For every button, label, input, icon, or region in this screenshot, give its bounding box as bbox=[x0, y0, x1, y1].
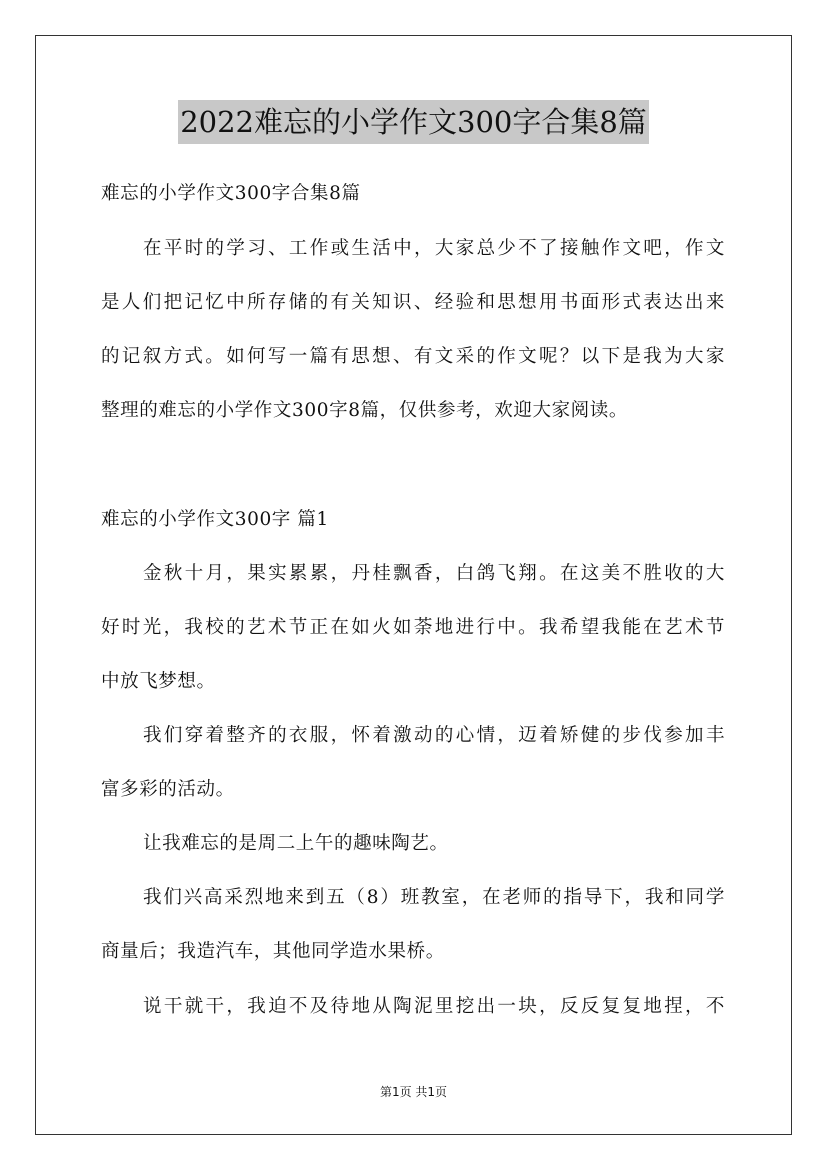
paragraph-line: 是人们把记忆中所存储的有关知识、经验和思想用书面形式表达出来 bbox=[101, 292, 725, 313]
paragraph-line: 金秋十月，果实累累，丹桂飘香，白鸽飞翔。在这美不胜收的大 bbox=[143, 563, 725, 584]
section-heading: 难忘的小学作文300字 篇1 bbox=[101, 509, 329, 530]
document-title: 2022难忘的小学作文300字合集8篇 bbox=[178, 100, 649, 144]
paragraph-line: 的记叙方式。如何写一篇有思想、有文采的作文呢？以下是我为大家 bbox=[101, 346, 725, 367]
paragraph-line: 我们穿着整齐的衣服，怀着激动的心情，迈着矫健的步伐参加丰 bbox=[143, 725, 725, 746]
page-footer: 第1页 共1页 bbox=[379, 1085, 448, 1099]
title-container bbox=[0, 100, 827, 144]
paragraph-line: 整理的难忘的小学作文300字8篇，仅供参考，欢迎大家阅读。 bbox=[101, 400, 628, 421]
paragraph-line: 说干就干，我迫不及待地从陶泥里挖出一块，反反复复地捏，不 bbox=[143, 996, 725, 1017]
paragraph-line: 我们兴高采烈地来到五（8）班教室，在老师的指导下，我和同学 bbox=[143, 887, 725, 908]
paragraph-line: 让我难忘的是周二上午的趣味陶艺。 bbox=[143, 833, 449, 854]
paragraph-line: 富多彩的活动。 bbox=[101, 779, 235, 800]
paragraph-line: 在平时的学习、工作或生活中，大家总少不了接触作文吧，作文 bbox=[143, 238, 725, 259]
paragraph-line: 商量后；我造汽车，其他同学造水果桥。 bbox=[101, 941, 445, 962]
subtitle-line: 难忘的小学作文300字合集8篇 bbox=[101, 183, 361, 204]
paragraph-line: 好时光，我校的艺术节正在如火如荼地进行中。我希望我能在艺术节 bbox=[101, 617, 725, 638]
paragraph-line: 中放飞梦想。 bbox=[101, 671, 216, 692]
